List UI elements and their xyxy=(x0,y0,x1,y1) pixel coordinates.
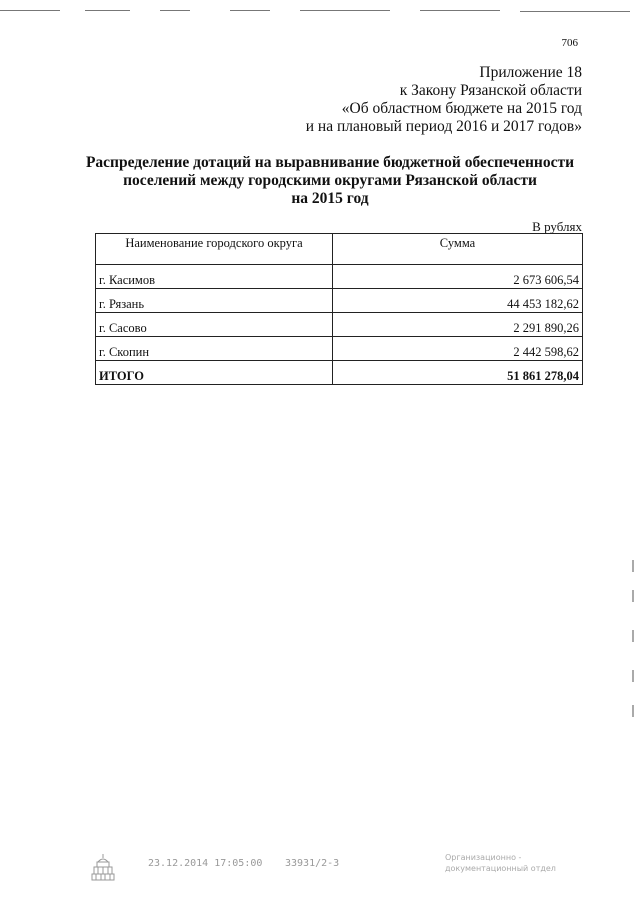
registration-footer xyxy=(90,848,600,888)
district-name: г. Рязань xyxy=(96,289,333,313)
building-stamp-icon xyxy=(90,852,116,882)
appendix-line-3: «Об областном бюджете на 2015 год xyxy=(341,100,582,117)
appendix-line-4: и на плановый период 2016 и 2017 годов» xyxy=(305,118,582,135)
department-line-2: документационный отдел xyxy=(445,864,556,873)
table-row xyxy=(96,289,583,313)
district-amount: 2 291 890,26 xyxy=(333,313,583,337)
district-name: г. Касимов xyxy=(96,265,333,289)
total-amount: 51 861 278,04 xyxy=(333,361,583,385)
scan-artifact-edge xyxy=(632,560,634,720)
table-header-row xyxy=(96,234,583,265)
title-line-2: поселений между городскими округами Рязанской области xyxy=(123,172,537,189)
header-amount: Сумма xyxy=(333,234,583,265)
district-amount: 44 453 182,62 xyxy=(333,289,583,313)
table-row xyxy=(96,265,583,289)
district-amount: 2 673 606,54 xyxy=(333,265,583,289)
district-amount: 2 442 598,62 xyxy=(333,337,583,361)
district-name: г. Сасово xyxy=(96,313,333,337)
district-name: г. Скопин xyxy=(96,337,333,361)
table-row xyxy=(96,313,583,337)
registration-timestamp: 23.12.2014 17:05:00 xyxy=(148,858,263,869)
scan-artifact-top xyxy=(0,8,640,14)
appendix-line-2: к Закону Рязанской области xyxy=(399,82,582,99)
header-district-name: Наименование городского округа xyxy=(96,234,333,265)
title-line-1: Распределение дотаций на выравнивание бюджетной обеспеченности xyxy=(85,154,575,171)
appendix-line-1: Приложение 18 xyxy=(479,64,582,81)
document-title xyxy=(80,154,580,208)
total-label: ИТОГО xyxy=(96,361,333,385)
appendix-header xyxy=(306,64,582,136)
table-total-row xyxy=(96,361,583,385)
department-line-1: Организационно - xyxy=(445,853,522,862)
units-label: В рублях xyxy=(532,219,582,234)
subsidy-table xyxy=(95,233,583,385)
table-row xyxy=(96,337,583,361)
title-line-3: на 2015 год xyxy=(291,190,369,207)
page-number: 706 xyxy=(561,37,578,49)
department-label xyxy=(445,852,556,874)
registration-number: 33931/2-3 xyxy=(285,858,340,869)
